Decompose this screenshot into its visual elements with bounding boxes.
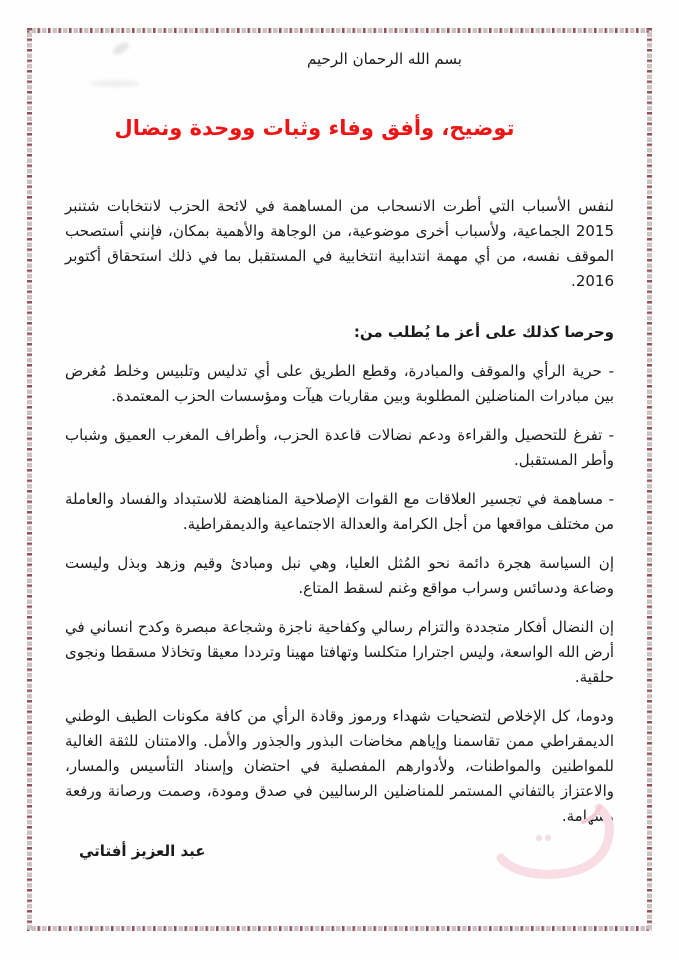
bullet-item: - تفرغ للتحصيل والقراءة ودعم نضالات قاعدة الحزب، وأطراف المغرب العميق وشباب وأطر المستقبل. bbox=[65, 426, 614, 469]
basmala-line: بسم الله الرحمان الرحيم bbox=[307, 50, 462, 68]
signature: عبد العزيز أفتاتي bbox=[79, 842, 206, 860]
body-paragraph: ودوما، كل الإخلاص لتضحيات شهداء ورموز وقادة الرأي من كافة مكونات الطيف الوطني الديمقراطي ممن تقاسمنا وإياهم مخاضات البذور والجذور والأمل. والامتنان للثقة الغالية للمواطنين والمواطنات، ولأدوارهم المفصلية في احتضان وإسناد التأسيس والمسار، والاعتزاز بالتفاني المستمر للمناضلين الرساليين في صدق ومودة، وصمت ورصانة ورفعة وشهامة. bbox=[65, 707, 614, 825]
body-paragraph: إن السياسة هجرة دائمة نحو المُثل العليا، وهي نبل ومبادئ وقيم وزهد وبذل وليست وضاعة ودسائس وسراب مواقع وغنم لسقط المتاع. bbox=[65, 554, 614, 597]
document-title: توضيح، وأفق وفاء وثبات ووحدة ونضال bbox=[114, 116, 515, 140]
body-paragraph: إن النضال أفكار متجددة والتزام رسالي وكفاحية ناجزة وشجاعة مبصرة وكدح انساني في أرض الله الواسعة، وليس اجترارا متكلسا وتهافتا مهينا وترددا معيقا وتخاذلا مسقطا ونجوى حلقية. bbox=[65, 618, 614, 686]
decorative-border-top bbox=[27, 28, 652, 33]
bullet-item: - حرية الرأي والموقف والمبادرة، وقطع الطريق على أي تدليس وتلبيس وخلط مُغرض بين مبادرات المناضلين المطلوبة وبين مقاربات هيآت ومؤسسات الحزب المعتمدة. bbox=[65, 362, 614, 405]
document-body bbox=[32, 47, 647, 864]
section-header: وحرصا كذلك على أعز ما يُطلب من: bbox=[353, 323, 614, 341]
bullet-item: - مساهمة في تجسير العلاقات مع القوات الإصلاحية المناهضة للاستبداد والفساد والعاملة من مختلف مواقعها من أجل الكرامة والعدالة الاجتماعية والديمقراطية. bbox=[65, 490, 614, 533]
pink-ink-watermark bbox=[487, 798, 632, 898]
intro-paragraph: لنفس الأسباب التي أطرت الانسحاب من المساهمة في لائحة الحزب لانتخابات شتنبر 2015 الجماعية، ولأسباب أخرى موضوعية، من الوجاهة والأهمية بمكان، فإنني أستصحب الموقف نفسه، من أي مهمة انتدابية انتخابية في المستقبل بما في ذلك استحقاق أكتوبر 2016. bbox=[65, 197, 614, 290]
decorative-border-bottom bbox=[27, 926, 652, 931]
decorative-border-right bbox=[647, 28, 652, 931]
